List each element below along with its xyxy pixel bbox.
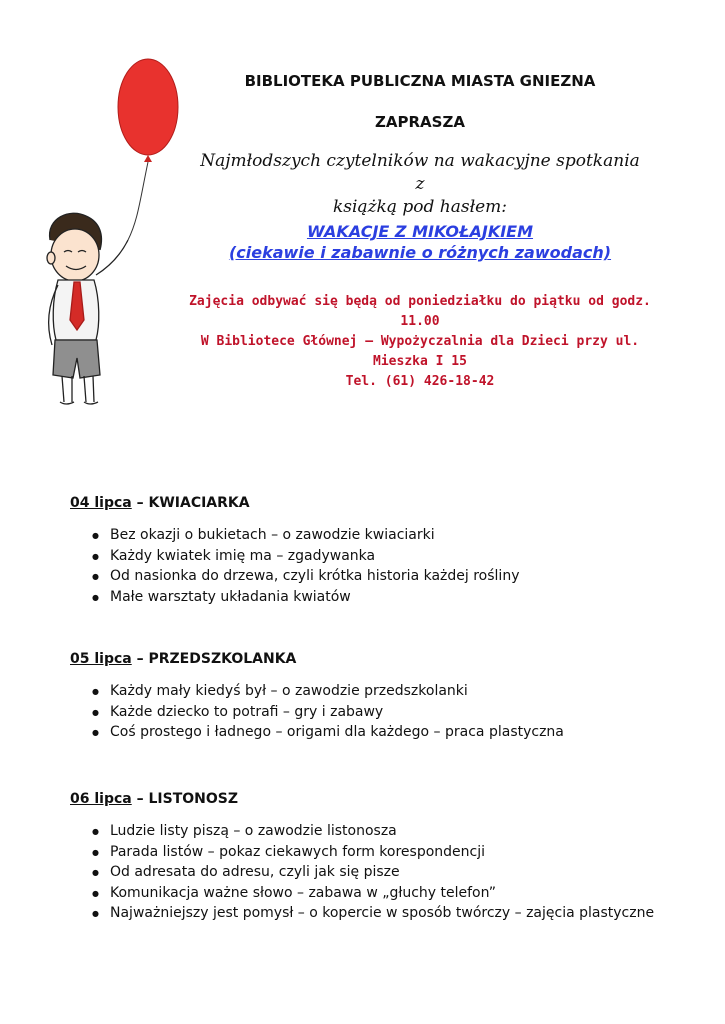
list-item: ● Od nasionka do drzewa, czyli krótka historia każdej rośliny	[92, 566, 710, 587]
boy-icon	[47, 213, 128, 404]
day-title: – PRZEDSZKOLANKA	[131, 651, 297, 667]
activity-list	[70, 681, 710, 743]
campaign-title	[200, 221, 640, 263]
list-item: ● Każdy kwiatek imię ma – zgadywanka	[92, 546, 710, 567]
activity-list	[70, 821, 710, 924]
list-item: ● Od adresata do adresu, czyli jak się pisze	[92, 862, 710, 883]
campaign-subtitle: (ciekawie i zabawnie o różnych zawodach)	[228, 243, 612, 262]
list-item: ● Najważniejszy jest pomysł – o kopercie w sposób twórczy – zajęcia plastyczne	[92, 903, 710, 924]
info-location: W Bibliotece Głównej – Wypożyczalnia dla Dzieci przy ul. Mieszka I 15	[200, 334, 640, 369]
subtitle-line: Najmłodszych czytelników na wakacyjne spotkania z	[200, 151, 640, 194]
campaign-name: WAKACJE Z MIKOŁAJKIEM	[306, 222, 534, 241]
list-item: ● Coś prostego i ładnego – origami dla każdego – praca plastyczna	[92, 722, 710, 743]
list-item: ● Każde dziecko to potrafi – gry i zabawy	[92, 702, 710, 723]
day-date: 06 lipca	[70, 791, 132, 807]
subtitle	[200, 150, 640, 219]
day-heading	[70, 651, 710, 667]
activity-list	[70, 525, 710, 607]
list-item: ● Komunikacja ważne słowo – zabawa w „głuchy telefon”	[92, 883, 710, 904]
subtitle-line: książką pod hasłem:	[332, 197, 508, 217]
program-day-section	[70, 791, 710, 924]
info-schedule: Zajęcia odbywać się będą od poniedziałku do piątku od godz. 11.00	[189, 294, 651, 329]
day-date: 04 lipca	[70, 495, 132, 511]
list-item: ● Małe warsztaty układania kwiatów	[92, 587, 710, 608]
program-day-section	[70, 651, 710, 743]
invite-heading: ZAPRASZA	[375, 113, 465, 131]
program-day-section	[70, 495, 710, 607]
balloon-icon	[118, 59, 178, 240]
day-date: 05 lipca	[70, 651, 132, 667]
list-item: ● Bez okazji o bukietach – o zawodzie kwiaciarki	[92, 525, 710, 546]
event-info	[170, 292, 670, 392]
list-item: ● Parada listów – pokaz ciekawych form korespondencji	[92, 842, 710, 863]
day-heading	[70, 791, 710, 807]
info-phone: Tel. (61) 426-18-42	[345, 374, 495, 389]
list-item: ● Ludzie listy piszą – o zawodzie listonosza	[92, 821, 710, 842]
day-heading	[70, 495, 710, 511]
list-item: ● Każdy mały kiedyś był – o zawodzie przedszkolanki	[92, 681, 710, 702]
day-title: – KWIACIARKA	[131, 495, 250, 511]
day-title: – LISTONOSZ	[131, 791, 238, 807]
page-title: BIBLIOTEKA PUBLICZNA MIASTA GNIEZNA	[244, 72, 596, 90]
